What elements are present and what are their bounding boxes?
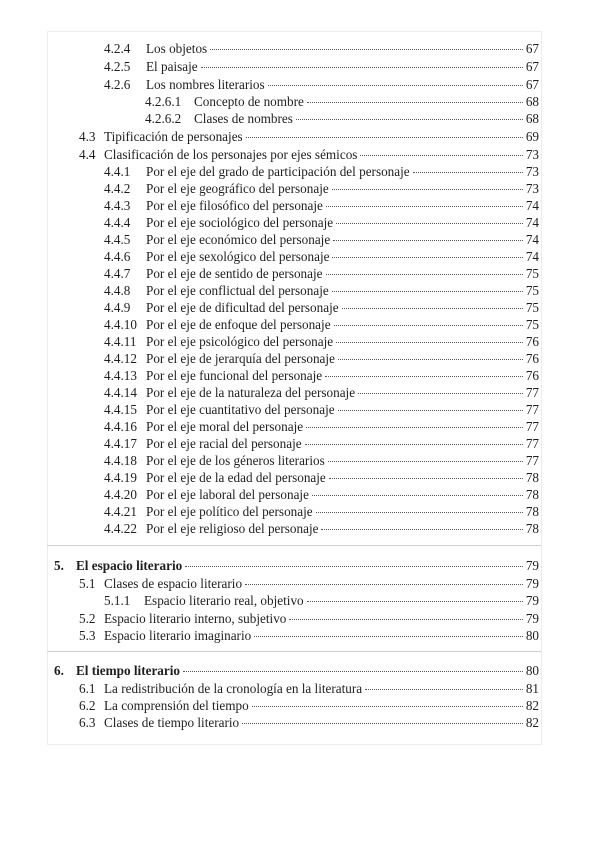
toc-entry-4-4-17[interactable] (104, 436, 539, 452)
page-number: 73 (525, 164, 539, 179)
page-number: 82 (525, 715, 539, 730)
dot-leader (332, 257, 522, 258)
section-title: Los objetos (146, 41, 208, 56)
dot-leader (254, 636, 523, 637)
dot-leader (334, 325, 523, 326)
toc-chapter-6[interactable] (54, 663, 539, 679)
dot-leader (326, 274, 523, 275)
dot-leader (289, 619, 522, 620)
section-title: Por el eje económico del personaje (146, 232, 331, 247)
section-title: El paisaje (146, 59, 198, 74)
section-title: Por el eje laboral del personaje (146, 487, 309, 502)
section-title: Por el eje geográfico del personaje (146, 181, 329, 196)
page-number: 79 (525, 611, 539, 626)
toc-entry-4-4-6[interactable] (104, 249, 539, 265)
toc-entry-4-4-1[interactable] (104, 164, 539, 180)
page-number: 69 (525, 129, 539, 144)
dot-leader (306, 427, 523, 428)
toc-entry-5-1-1[interactable] (104, 593, 539, 609)
section-title: Por el eje filosófico del personaje (146, 198, 323, 213)
toc-entry-4-3[interactable] (79, 129, 539, 145)
section-number: 4.4.20 (104, 487, 137, 502)
chapter-title: El tiempo literario (76, 663, 181, 678)
toc-entry-6-1[interactable] (79, 681, 539, 697)
section-number: 4.4.1 (104, 164, 131, 179)
section-title: Por el eje sociológico del personaje (146, 215, 334, 230)
page-number: 82 (525, 698, 539, 713)
toc-entry-4-4-7[interactable] (104, 266, 539, 282)
toc-entry-4-4-10[interactable] (104, 317, 539, 333)
dot-leader (296, 119, 523, 120)
section-number: 4.2.6 (104, 77, 131, 92)
page-number: 74 (525, 215, 539, 230)
toc-entry-4-4-16[interactable] (104, 419, 539, 435)
toc-entry-4-4-15[interactable] (104, 402, 539, 418)
page-number: 77 (525, 453, 539, 468)
section-title: Por el eje sexológico del personaje (146, 249, 330, 264)
dot-leader (245, 584, 523, 585)
chapter-number: 6. (54, 663, 64, 678)
section-number: 4.4.17 (104, 436, 137, 451)
toc-entry-4-4-22[interactable] (104, 521, 539, 537)
page-number: 68 (525, 111, 539, 126)
page-number: 76 (525, 368, 539, 383)
toc-entry-4-4-20[interactable] (104, 487, 539, 503)
section-number: 4.4.2 (104, 181, 131, 196)
section-number: 4.2.5 (104, 59, 131, 74)
section-number: 4.4.15 (104, 402, 137, 417)
section-number: 6.2 (79, 698, 96, 713)
section-title: Por el eje del grado de participación del personaje (146, 164, 410, 179)
page-number: 67 (525, 41, 539, 56)
dot-leader (242, 723, 523, 724)
toc-entry-6-2[interactable] (79, 698, 539, 714)
section-title: Por el eje moral del personaje (146, 419, 304, 434)
dot-leader (326, 206, 523, 207)
toc-entry-4-4-18[interactable] (104, 453, 539, 469)
section-number: 4.4.19 (104, 470, 137, 485)
section-title: Espacio literario imaginario (104, 628, 252, 643)
toc-entry-4-4-5[interactable] (104, 232, 539, 248)
page-number: 68 (525, 94, 539, 109)
page-number: 75 (525, 283, 539, 298)
dot-leader (316, 512, 523, 513)
page-number: 76 (525, 334, 539, 349)
toc-entry-4-4-9[interactable] (104, 300, 539, 316)
dot-leader (336, 342, 523, 343)
page-number: 81 (525, 681, 539, 696)
toc-entry-4-2-6[interactable] (104, 77, 539, 93)
page-number: 79 (525, 558, 539, 573)
section-number: 4.4.13 (104, 368, 137, 383)
dot-leader (342, 308, 523, 309)
section-number: 4.4.22 (104, 521, 137, 536)
chapter-title: El espacio literario (76, 558, 183, 573)
section-title: Por el eje funcional del personaje (146, 368, 323, 383)
page-number: 77 (525, 402, 539, 417)
toc-entry-4-2-5[interactable] (104, 59, 539, 75)
section-title: Clases de nombres (194, 111, 293, 126)
page-number: 80 (525, 628, 539, 643)
section-number: 4.4.3 (104, 198, 131, 213)
section-title: Los nombres literarios (146, 77, 265, 92)
page-number: 75 (525, 300, 539, 315)
dot-leader (332, 189, 523, 190)
section-title: Por el eje religioso del personaje (146, 521, 319, 536)
section-number: 6.3 (79, 715, 96, 730)
section-number: 4.4 (79, 147, 96, 162)
page-number: 75 (525, 317, 539, 332)
section-title: Por el eje psicológico del personaje (146, 334, 334, 349)
section-number: 5.1 (79, 576, 96, 591)
section-number: 4.4.4 (104, 215, 131, 230)
toc-entry-5-2[interactable] (79, 611, 539, 627)
toc-entry-4-4[interactable] (79, 147, 539, 163)
section-number: 4.4.8 (104, 283, 131, 298)
page-number: 78 (525, 470, 539, 485)
dot-leader (325, 376, 523, 377)
toc-entry-4-4-2[interactable] (104, 181, 539, 197)
dot-leader (338, 410, 523, 411)
section-title: Por el eje de la naturaleza del personaje (146, 385, 356, 400)
toc-entry-4-4-3[interactable] (104, 198, 539, 214)
section-title: Por el eje cuantitativo del personaje (146, 402, 335, 417)
page-number: 73 (525, 181, 539, 196)
dot-leader (252, 706, 523, 707)
page-number: 78 (525, 521, 539, 536)
page-number: 79 (525, 576, 539, 591)
chapter-number: 5. (54, 558, 64, 573)
toc-entry-4-4-11[interactable] (104, 334, 539, 350)
section-number: 5.1.1 (104, 593, 131, 608)
section-number: 4.2.6.2 (145, 111, 182, 126)
toc-entry-4-4-8[interactable] (104, 283, 539, 299)
dot-leader (201, 67, 523, 68)
page-number: 78 (525, 487, 539, 502)
toc-entry-4-4-19[interactable] (104, 470, 539, 486)
section-title: Por el eje político del personaje (146, 504, 313, 519)
section-number: 6.1 (79, 681, 96, 696)
toc-entry-4-4-14[interactable] (104, 385, 539, 401)
section-number: 4.4.11 (104, 334, 137, 349)
section-number: 4.4.18 (104, 453, 137, 468)
page-number: 67 (525, 59, 539, 74)
dot-leader (336, 223, 523, 224)
page-number: 77 (525, 385, 539, 400)
dot-leader (360, 155, 522, 156)
section-number: 4.4.9 (104, 300, 131, 315)
section-number: 4.4.5 (104, 232, 131, 247)
section-number: 4.4.6 (104, 249, 131, 264)
page-number: 74 (525, 249, 539, 264)
dot-leader (338, 359, 523, 360)
toc-entry-4-2-6-2[interactable] (145, 111, 539, 127)
page-number: 73 (525, 147, 539, 162)
section-title: Por el eje racial del personaje (146, 436, 302, 451)
toc-entry-6-3[interactable] (79, 715, 539, 731)
page-number: 74 (525, 232, 539, 247)
section-title: Clasificación de los personajes por ejes sémicos (104, 147, 358, 162)
dot-leader (413, 172, 523, 173)
dot-leader (328, 461, 523, 462)
page-number: 67 (525, 77, 539, 92)
toc-entry-4-4-21[interactable] (104, 504, 539, 520)
section-title: Espacio literario real, objetivo (144, 593, 304, 608)
toc-entry-5-1[interactable] (79, 576, 539, 592)
section-title: Por el eje de los géneros literarios (146, 453, 325, 468)
page-number: 75 (525, 266, 539, 281)
section-number: 5.3 (79, 628, 96, 643)
page-number: 80 (525, 663, 539, 678)
toc-entry-4-2-4[interactable] (104, 41, 539, 57)
section-number: 4.2.6.1 (145, 94, 182, 109)
section-title: La redistribución de la cronología en la literatura (104, 681, 363, 696)
section-title: Por el eje de jerarquía del personaje (146, 351, 335, 366)
dot-leader (321, 529, 522, 530)
dot-leader (268, 85, 523, 86)
dot-leader (185, 566, 523, 567)
toc-entry-5-3[interactable] (79, 628, 539, 644)
dot-leader (312, 495, 523, 496)
dot-leader (305, 444, 523, 445)
section-number: 4.4.10 (104, 317, 137, 332)
toc-chapter-5[interactable] (54, 558, 539, 574)
toc-entry-4-4-13[interactable] (104, 368, 539, 384)
page-number: 76 (525, 351, 539, 366)
section-title: Concepto de nombre (194, 94, 304, 109)
section-title: Por el eje de sentido de personaje (146, 266, 323, 281)
dot-leader (333, 240, 523, 241)
toc-entry-4-4-12[interactable] (104, 351, 539, 367)
dot-leader (329, 478, 523, 479)
section-number: 4.3 (79, 129, 96, 144)
page-number: 78 (525, 504, 539, 519)
dot-leader (307, 601, 523, 602)
toc-entry-4-2-6-1[interactable] (145, 94, 539, 110)
dot-leader (246, 137, 523, 138)
section-number: 4.2.4 (104, 41, 131, 56)
section-number: 5.2 (79, 611, 96, 626)
section-title: Por el eje conflictual del personaje (146, 283, 329, 298)
dot-leader (332, 291, 523, 292)
toc-entry-4-4-4[interactable] (104, 215, 539, 231)
section-number: 4.4.21 (104, 504, 137, 519)
dot-leader (183, 671, 523, 672)
section-title: Clases de tiempo literario (104, 715, 240, 730)
section-title: Espacio literario interno, subjetivo (104, 611, 287, 626)
page-number: 79 (525, 593, 539, 608)
dot-leader (365, 689, 523, 690)
section-divider (47, 651, 541, 652)
section-title: Por el eje de la edad del personaje (146, 470, 326, 485)
section-title: Por el eje de dificultad del personaje (146, 300, 339, 315)
page-number: 77 (525, 436, 539, 451)
dot-leader (307, 102, 523, 103)
dot-leader (210, 49, 523, 50)
page-number: 74 (525, 198, 539, 213)
page-number: 77 (525, 419, 539, 434)
section-title: La comprensión del tiempo (104, 698, 249, 713)
section-divider (47, 545, 541, 546)
section-title: Clases de espacio literario (104, 576, 243, 591)
section-number: 4.4.12 (104, 351, 137, 366)
section-number: 4.4.14 (104, 385, 137, 400)
dot-leader (358, 393, 523, 394)
section-title: Por el eje de enfoque del personaje (146, 317, 331, 332)
section-title: Tipificación de personajes (104, 129, 243, 144)
section-number: 4.4.7 (104, 266, 131, 281)
section-number: 4.4.16 (104, 419, 137, 434)
